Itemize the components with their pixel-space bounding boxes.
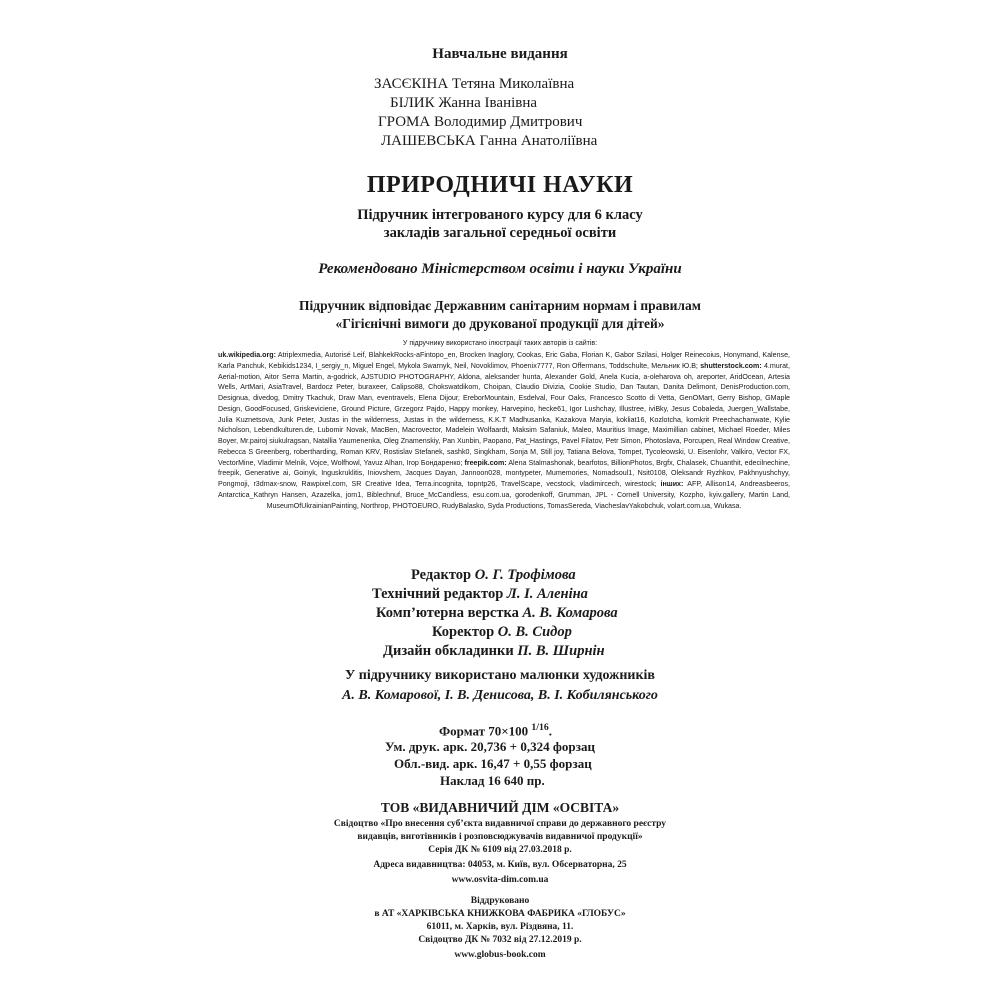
staff-row: Дизайн обкладинки П. В. Ширнін <box>383 643 605 659</box>
credits-source-text: AFP, Allison14, Andreasbeeros, Antarctica_Kathryn Hansen, Azazelka, jom1, Biblechnuf, Bruce_McCandless, esu.com.ua, gorodenkoff, Grumman, JPL - Cornell University, Kozpho, kyiv.gallery, Martin Land, MuseumOfUkrainianPainting, Northrop, PHOTOEURO, RudyBalasko, Syda Productions, TomasSereda, ViacheslavYakobchuk, volart.com.ua, Wukasa. <box>218 480 790 510</box>
artists-note: У підручнику використано малюнки художників <box>345 668 655 683</box>
sanitary-note: «Гігієнічні вимоги до друкованої продукції для дітей» <box>335 316 665 331</box>
publisher-address: Адреса видавництва: 04053, м. Київ, вул. Обсерваторна, 25 <box>373 860 627 870</box>
illustration-credits <box>218 350 790 558</box>
credits-intro: У підручнику використано ілюстрації таких авторів із сайтів: <box>402 340 598 347</box>
author-name: БІЛИК Жанна Іванівна <box>390 95 538 111</box>
author-name: ГРОМА Володимир Дмитрович <box>378 114 583 130</box>
credits-source-label: freepik.com: <box>464 458 507 467</box>
staff-row: Технічний редактор Л. І. Аленіна <box>372 586 588 602</box>
subtitle-line: закладів загальної середньої освіти <box>383 225 617 241</box>
edition-type: Навчальне видання <box>432 46 568 62</box>
credits-source-label: інших: <box>660 480 684 488</box>
printer-label: Віддруковано <box>470 896 530 906</box>
subtitle-line: Підручник інтегрованого курсу для 6 класу <box>357 207 643 223</box>
format-row: Обл.-вид. арк. 16,47 + 0,55 форзац <box>394 756 592 771</box>
publisher-cert: Свідоцтво «Про внесення суб’єкта видавничої справи до державного реєстру <box>333 819 667 829</box>
publisher-name: ТОВ «ВИДАВНИЧИЙ ДІМ «ОСВІТА» <box>380 800 620 815</box>
format-row: Наклад 16 640 пр. <box>440 773 545 788</box>
printer-name: в АТ «ХАРКІВСЬКА КНИЖКОВА ФАБРИКА «ГЛОБУС» <box>374 909 626 919</box>
publisher-website: www.osvita-dim.com.ua <box>451 875 549 885</box>
staff-row: Редактор О. Г. Трофімова <box>411 567 576 583</box>
credits-source-text: Atriplexmedia, Autorisé Leif, BlahkekRocks-aFintopo_en, Brocken Inaglory, Cookas, Eric Gaba, Florian K, Gabor Szilasi, Holger Reinecoius, Honymand, Kalense, Karla Panchuk, Kebikids1234, I_sergiy_n, Miguel Engel, Mykola Swarnyk, Neil, Novoklimov, Phoenix7777, Ron Offermans, Toddschulte, Мельник Ю.В; <box>218 351 790 370</box>
author-name: ЛАШЕВСЬКА Ганна Анатоліївна <box>381 133 598 149</box>
printer-address: 61011, м. Харків, вул. Різдвяна, 11. <box>426 922 574 932</box>
credits-source-text: Alena Stalmashonak, bearfotos, BillionPhotos, Brgfx, Chalasek, Chuanthit, edecilnechine, freepik, Generative ai, Goinyk, Inguskruklitis, Iniovshem, Jacques Dayan, Jannoon028, montypeter, Mumemories, Nomadsoul1, Nsit0108, Oleksandr Ryzhkov, Pakhnyushchyy, Pongmoji, r3dmax-snow, Rawpixel.com, SR Creative Idea, Terra.incognita, topntp26, TravelScape, vecstock, vladimircech, wirestock; <box>218 458 790 488</box>
book-title: ПРИРОДНИЧІ НАУКИ <box>366 172 634 198</box>
credits-source-label: uk.wikipedia.org: <box>218 351 276 359</box>
artists-names: А. В. Комарової, І. В. Денисова, В. І. Кобилянського <box>342 688 658 703</box>
staff-row: Комп’ютерна верстка А. В. Комарова <box>376 605 618 621</box>
credits-source-label: shutterstock.com: <box>700 361 762 370</box>
publisher-cert: видавців, виготівників і розповсюджувачів видавничої продукції» <box>357 832 643 842</box>
printer-website: www.globus-book.com <box>454 950 546 960</box>
author-name: ЗАСЄКІНА Тетяна Миколаївна <box>374 76 575 92</box>
format-row: Ум. друк. арк. 20,736 + 0,324 форзац <box>385 739 595 754</box>
ministry-recommendation: Рекомендовано Міністерством освіти і науки України <box>318 261 682 277</box>
credits-source-text: 4.murat, Aerial-motion, Aitor Serra Martin, a-godrick, AJSTUDIO PHOTOGRAPHY, Aldona, aleksander hunta, Alexander Gold, Anela Kucia, a-oleharova oh, areporter, AridOcean, Artesia Wells, ArtMari, AsiaTravel, Bardocz Peter, buraxeer, Calipso88, Chokswatdikom, Choipan, Claudio Divizia, Cookie Studio, Dan Tautan, Danita Delimont, DenisProduction.com, Designua, divedog, Dmitry Tkachuk, Draw Man, eventravels, Elena Dijour, EreborMountain, Esdelval, Four Oaks, Francesco Scotto di Vetta, GenOMart, Gerry Bishop, GMaple Design, GoodFocused, Griskeviciene, Ground Picture, Grzegorz Pajdo, Happy monkey, Harvepino, hecke61, Igor Lushchay, Illustree, iviBky, Jesus Cobaleda, Juergen_Wallstabe, Julia Kuznetsova, Junk Peter, Justas in the wilderness, Justas in the wilderness, K.K.T Madhusanka, Kazakova Maryia, kokliat16, Kozlotcha, komkrit Preechachanwate, Kylie Nicholson, Lebendkulturen.de, Lubomir Novak, MacBen, Macrovector, Madelein Wolfaardt, Maksim Safaniuk, Maleo, Mauritius Image, Maximillian cabinet, Michael Roeder, Miles Boyer, Mr.pairoj siukulragsan, Natallia Yaumenenka, Oleg Znamenskiy, Pan Xunbin, Paopano, Pat_Hastings, Pavel Filatov, Petr Simon, Photoslava, Porcupen, Real Window Creative, Rebecca S Greenberg, robertharding, Roman KRV, Rostislav Stefanek, sashk0, Singkham, Sonja M, Still joy, Tatiana Belova, Tompet, Tycoleowski, U. Eisenlohr, Valkiro, Vector FX, VectorMine, Vladimir Melnik, Vojce, Wolfhowl, Yavuz Alhan, Ігор Бондаренко; <box>218 361 790 467</box>
format-row: Формат 70×100 $^{1/16}$. <box>439 722 553 739</box>
printer-cert: Свідоцтво ДК № 7032 від 27.12.2019 р. <box>418 935 582 945</box>
staff-row: Коректор О. В. Сидор <box>432 624 572 640</box>
publisher-cert: Серія ДК № 6109 від 27.03.2018 р. <box>428 845 572 855</box>
sanitary-note: Підручник відповідає Державним санітарним нормам і правилам <box>299 298 701 313</box>
